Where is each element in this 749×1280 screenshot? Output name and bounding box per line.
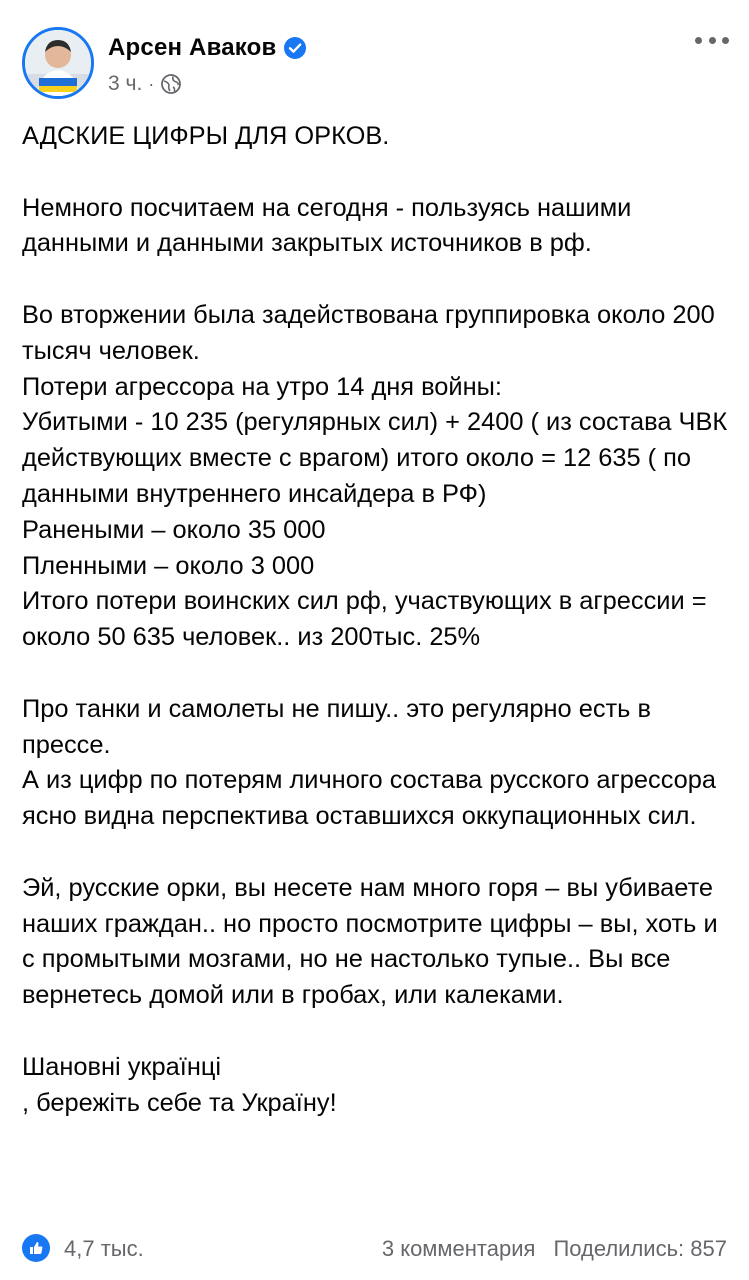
paragraph-gap (22, 656, 734, 692)
post-line: Потери агрессора на утро 14 дня войны: (22, 372, 502, 401)
closing-text-end: , бережіть себе та Україну! (22, 1088, 337, 1117)
shares-count[interactable]: Поделились: 857 (553, 1236, 727, 1261)
post-header (0, 0, 749, 110)
post-time[interactable]: 3 ч. (108, 72, 143, 95)
post-paragraph: Эй, русские орки, вы несете нам много горя – вы убиваете наших граждан.. но просто посмотрите цифры – вы, хоть и с промытыми мозгами, но не настолько тупые.. Вы все вернетесь домой или в гробах, или калеками. (22, 873, 718, 1010)
globe-icon (160, 73, 182, 95)
post-line: Итого потери воинских сил рф, участвующих в агрессии = около 50 635 человек.. из 200тыс. 25% (22, 587, 707, 652)
author-name[interactable]: Арсен Аваков (108, 34, 277, 61)
footer-stats (382, 1236, 727, 1262)
paragraph-gap (22, 1014, 734, 1050)
post-meta (108, 72, 182, 96)
more-dot (709, 37, 716, 44)
post-title: АДСКИЕ ЦИФРЫ ДЛЯ ОРКОВ. (22, 122, 390, 150)
post-line: Убитыми - 10 235 (регулярных сил) + 2400 ( из состава ЧВК действующих вместе с врагом) итого около = 12 635 ( по данными внутреннего инсайдера в РФ) (22, 408, 728, 508)
meta-separator: · (148, 73, 155, 94)
more-dot (695, 37, 702, 44)
post-closing-line (22, 1050, 734, 1086)
paragraph-gap (22, 155, 734, 191)
closing-text-start: Шановні українці (22, 1052, 222, 1081)
post-paragraph: Немного посчитаем на сегодня - пользуясь нашими данными и данными закрытых источников в рф. (22, 193, 632, 258)
comments-count[interactable]: 3 комментария (381, 1236, 536, 1261)
more-options-icon[interactable] (695, 30, 729, 50)
post-line: А из цифр по потерям личного состава русского агрессора ясно видна перспектива оставшихся оккупационных сил. (22, 766, 717, 831)
person-avatar-icon (25, 30, 91, 96)
author-row (108, 34, 306, 62)
post-line: Про танки и самолеты не пишу.. это регулярно есть в прессе. (22, 694, 651, 759)
verified-badge-icon (284, 37, 306, 59)
paragraph-gap (22, 262, 734, 298)
ukraine-flag-icon (222, 1055, 254, 1077)
like-thumb-icon[interactable] (22, 1234, 50, 1262)
post-footer (0, 1226, 749, 1270)
post-text (22, 119, 734, 1147)
post-line: Во вторжении была задействована группировка около 200 тысяч человек. (22, 300, 715, 365)
more-dot (722, 37, 729, 44)
reaction-count[interactable]: 4,7 тыс. (64, 1236, 144, 1261)
avatar[interactable] (22, 27, 94, 99)
post-line: Пленными – около 3 000 (22, 551, 315, 580)
post-line: Ранеными – около 35 000 (22, 515, 326, 544)
paragraph-gap (22, 835, 734, 871)
